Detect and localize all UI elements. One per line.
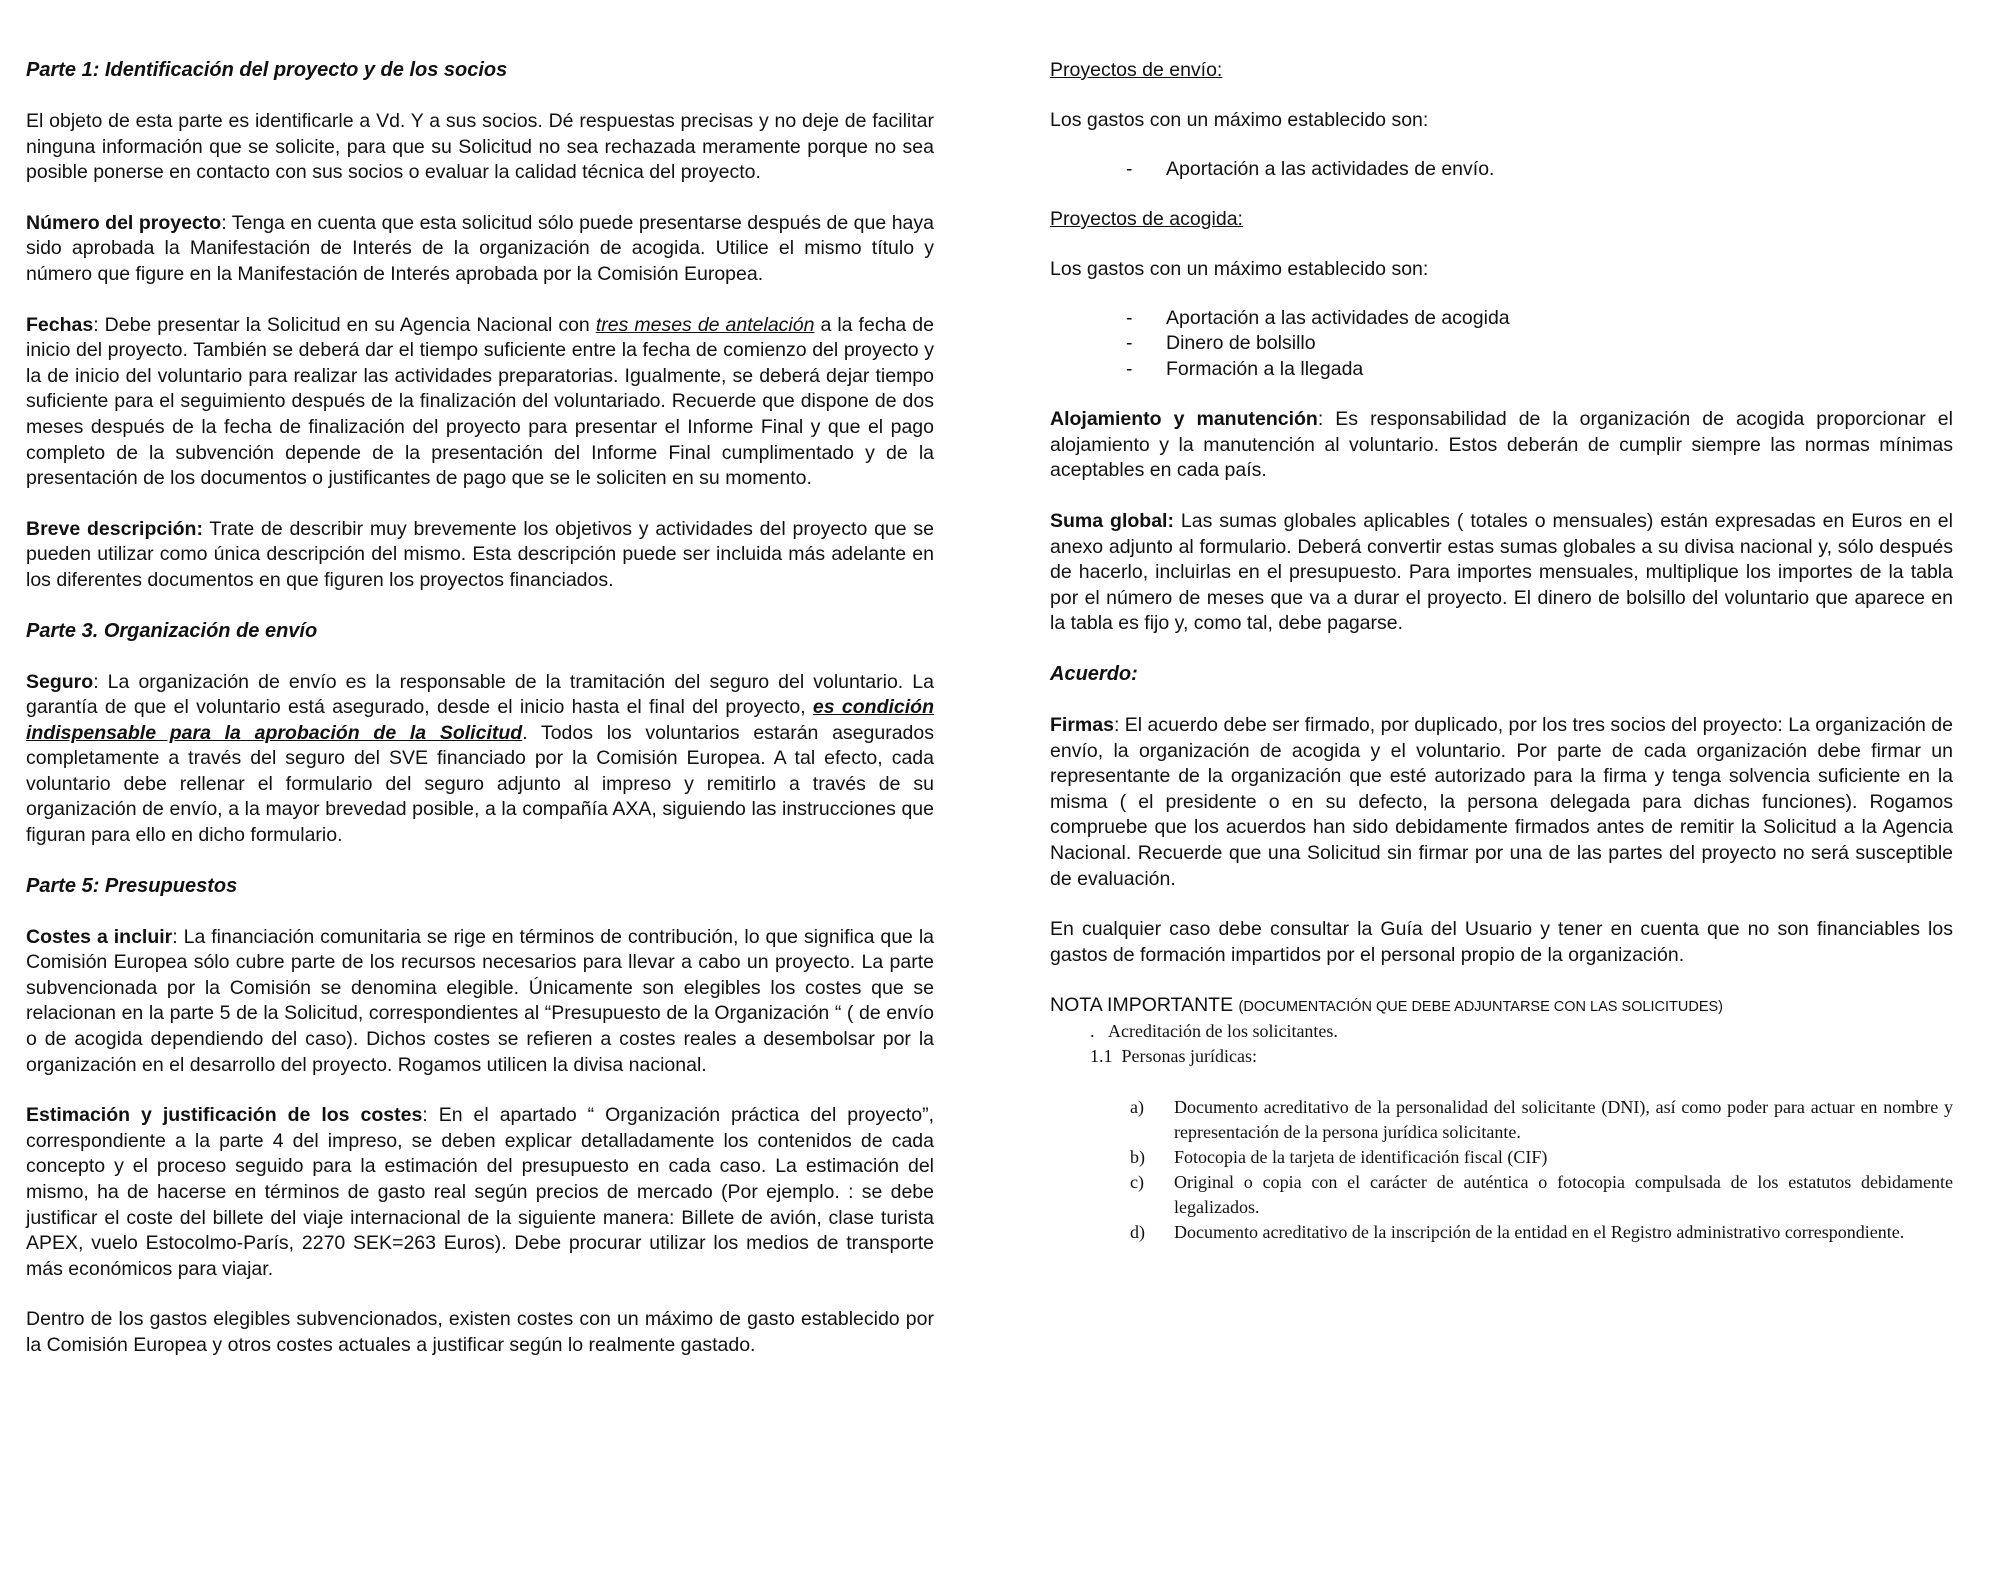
breve-term: Breve descripción: [26, 517, 203, 540]
fechas-paragraph [26, 313, 934, 492]
doc-text: Fotocopia de la tarjeta de identificación fiscal (CIF) [1174, 1147, 1548, 1168]
envio-list [1050, 157, 1953, 183]
list-item: - Aportación a las actividades de envío. [1126, 157, 1953, 183]
seguro-text-a: : La organización de envío es la responsable de la tramitación del seguro del voluntario. La garantía de que el voluntario está asegurado, desde el inicio hasta el final del proyecto, [26, 670, 934, 719]
part1-heading: Parte 1: Identificación del proyecto y de los socios [26, 59, 508, 81]
doc-letter: d) [1130, 1222, 1145, 1243]
fechas-emphasis: tres meses de antelación [595, 313, 815, 336]
alojamiento-text: : Es responsabilidad de la organización de acogida proporcionar el alojamiento y la manutención al voluntario. Estos deberán de cumplir siempre las normas mínimas aceptables en cada país. [1050, 408, 1953, 482]
part1-intro: El objeto de esta parte es identificarle a Vd. Y a sus socios. Dé respuestas precisas y no deje de facilitar ninguna información que se solicite, para que su Solicitud no sea rechazada meramente porque no sea posible ponerse en contacto con sus socios o evaluar la calidad técnica del proyecto. [26, 110, 934, 184]
estimacion-paragraph [26, 1103, 934, 1282]
seguro-term: Seguro [26, 670, 94, 693]
fechas-text-a: : Debe presentar la Solicitud en su Agencia Nacional con [93, 313, 596, 336]
doc-letter: a) [1130, 1097, 1144, 1118]
numero-text: : Tenga en cuenta que esta solicitud sólo puede presentarse después de que haya sido aprobada la Manifestación de Interés de la organización de acogida. Utilice el mismo título y número que figure en la Manifestación de Interés aprobada por la Comisión Europea. [26, 211, 934, 285]
costes-term: Costes a incluir [26, 925, 173, 948]
doc-letter: c) [1130, 1172, 1144, 1193]
caso-paragraph: En cualquier caso debe consultar la Guía del Usuario y tener en cuenta que no son financiables los gastos de formación impartidos por el personal propio de la organización. [1050, 918, 1953, 966]
list-item [1130, 1170, 1953, 1220]
firmas-paragraph [1050, 713, 1953, 892]
nota-subtitle: (DOCUMENTACIÓN QUE DEBE ADJUNTARSE CON LAS SOLICITUDES) [1238, 999, 1723, 1016]
doc-letter: b) [1130, 1147, 1145, 1168]
firmas-term: Firmas [1050, 713, 1114, 736]
seguro-paragraph [26, 670, 934, 849]
acogida-heading: Proyectos de acogida: [1050, 208, 1243, 231]
part5-heading: Parte 5: Presupuestos [26, 874, 238, 897]
suma-paragraph [1050, 509, 1953, 637]
alojamiento-paragraph [1050, 407, 1953, 484]
costes-paragraph [26, 925, 934, 1079]
breve-paragraph [26, 517, 934, 594]
seguro-text-b: . Todos los voluntarios estarán asegurados completamente a través del seguro del SVE financiado por la Comisión Europea. A tal efecto, cada voluntario debe rellenar el formulario del seguro adjunto al impreso y remitirlo a través de su organización de envío, a la mayor brevedad posible, a la compañía AXA, siguiendo las instrucciones que figuran para ello en dicho formulario. [26, 721, 934, 847]
acuerdo-heading: Acuerdo: [1050, 662, 1138, 685]
fechas-term: Fechas [26, 313, 94, 336]
estimacion-term: Estimación y justificación de los costes [26, 1104, 423, 1127]
doc-text: Original o copia con el carácter de auténtica o fotocopia compulsada de los estatutos debidamente legalizados. [1174, 1172, 1953, 1218]
suma-term: Suma global: [1050, 509, 1174, 532]
docs-list [1050, 1095, 1953, 1245]
doc-text: Documento acreditativo de la inscripción de la entidad en el Registro administrativo correspondiente. [1174, 1222, 1905, 1243]
numero-term: Número del proyecto [26, 211, 222, 234]
nota-heading [1050, 993, 1953, 1019]
numero-paragraph [26, 211, 934, 288]
nota-line-1-marker: . [1090, 1021, 1095, 1042]
list-item [1130, 1095, 1953, 1145]
envio-intro: Los gastos con un máximo establecido son: [1050, 109, 1429, 131]
alojamiento-term: Alojamiento y manutención [1050, 408, 1318, 431]
list-item [1130, 1220, 1953, 1245]
suma-text: Las sumas globales aplicables ( totales o mensuales) están expresadas en Euros en el anexo adjunto al formulario. Deberá convertir estas sumas globales a su divisa nacional y, sólo después de hacerlo, incluirlas en el presupuesto. Para importes mensuales, multiplique los importes de la tabla por el número de meses que va a durar el proyecto. El dinero de bolsillo del voluntario que aparece en la tabla es fijo y, como tal, debe pagarse. [1050, 509, 1953, 635]
list-item: - Aportación a las actividades de acogida [1126, 306, 1953, 332]
doc-text: Documento acreditativo de la personalidad del solicitante (DNI), así como poder para actuar en nombre y representación de la persona jurídica solicitante. [1174, 1097, 1953, 1143]
nota-line-1-text: Acreditación de los solicitantes. [1108, 1021, 1338, 1042]
left-column [26, 58, 934, 1384]
dentro-paragraph: Dentro de los gastos elegibles subvencionados, existen costes con un máximo de gasto establecido por la Comisión Europea y otros costes actuales a justificar según lo realmente gastado. [26, 1308, 934, 1356]
nota-title: NOTA IMPORTANTE [1050, 994, 1234, 1017]
acogida-list [1050, 306, 1953, 383]
firmas-text: : El acuerdo debe ser firmado, por duplicado, por los tres socios del proyecto: La organización de envío, la organización de acogida y el voluntario. Por parte de cada organización debe firmar un representante de la organización que esté autorizado para la firma y tenga solvencia suficiente en la misma ( el presidente o en su defecto, la persona delegada para dichas funciones). Rogamos compruebe que los acuerdos han sido debidamente firmados antes de remitir la Solicitud a la Agencia Nacional. Recuerde que una Solicitud sin firmar por una de las partes del proyecto no será susceptible de evaluación. [1050, 713, 1953, 890]
part3-heading: Parte 3. Organización de envío [26, 619, 318, 642]
acogida-intro: Los gastos con un máximo establecido son: [1050, 258, 1429, 281]
right-column [1050, 58, 1953, 1245]
nota-line-2-text: Personas jurídicas: [1121, 1046, 1257, 1067]
estimacion-text: : En el apartado “ Organización práctica del proyecto”, correspondiente a la parte 4 del impreso, se deben explicar detalladamente los contenidos de cada concepto y el proceso seguido para la estimación del presupuesto en cada caso. La estimación del mismo, ha de hacerse en términos de gasto real según precios de mercado (Por ejemplo. : se debe justificar el coste del billete del viaje internacional de la siguiente manera: Billete de avión, clase turista APEX, vuelo Estocolmo-París, 2270 SEK=263 Euros). Debe procurar utilizar los medios de transporte más económicos para viajar. [26, 1104, 934, 1280]
nota-line-2-marker: 1.1 [1090, 1046, 1113, 1067]
nota-line-1 [1050, 1019, 1953, 1044]
seguro-emphasis: es condición indispensable para la aprobación de la Solicitud [26, 696, 934, 744]
costes-text: : La financiación comunitaria se rige en términos de contribución, lo que significa que la Comisión Europea sólo cubre parte de los recursos necesarios para llevar a cabo un proyecto. La parte subvencionada por la Comisión se denomina elegible. Únicamente son elegibles los costes que se relacionan en la parte 5 de la Solicitud, correspondientes al “Presupuesto de la Organización “ ( de envío o de acogida dependiendo del caso). Dichos costes se refieren a costes reales a desembolsar por la organización en el desarrollo del proyecto. Rogamos utilicen la divisa nacional. [26, 925, 935, 1076]
nota-line-2 [1050, 1044, 1953, 1069]
fechas-text-b: a la fecha de inicio del proyecto. También se deberá dar el tiempo suficiente entre la fecha de comienzo del proyecto y la de inicio del voluntario para realizar las actividades preparatorias. Igualmente, se deberá dejar tiempo suficiente para el seguimiento después de la finalización del voluntariado. Recuerde que dispone de dos meses después de la fecha de finalización del proyecto para presentar el Informe Final y que el pago completo de la subvención depende de la presentación del Informe Final cumplimentado y de la presentación de los documentos o justificantes de pago que se le soliciten en su momento. [26, 313, 934, 490]
list-item: - Dinero de bolsillo [1126, 331, 1953, 357]
list-item: - Formación a la llegada [1126, 357, 1953, 383]
list-item [1130, 1145, 1953, 1170]
envio-heading: Proyectos de envío: [1050, 59, 1223, 81]
breve-text: Trate de describir muy brevemente los objetivos y actividades del proyecto que se pueden utilizar como única descripción del mismo. Esta descripción puede ser incluida más adelante en los diferentes documentos en que figuren los proyectos financiados. [26, 517, 934, 591]
